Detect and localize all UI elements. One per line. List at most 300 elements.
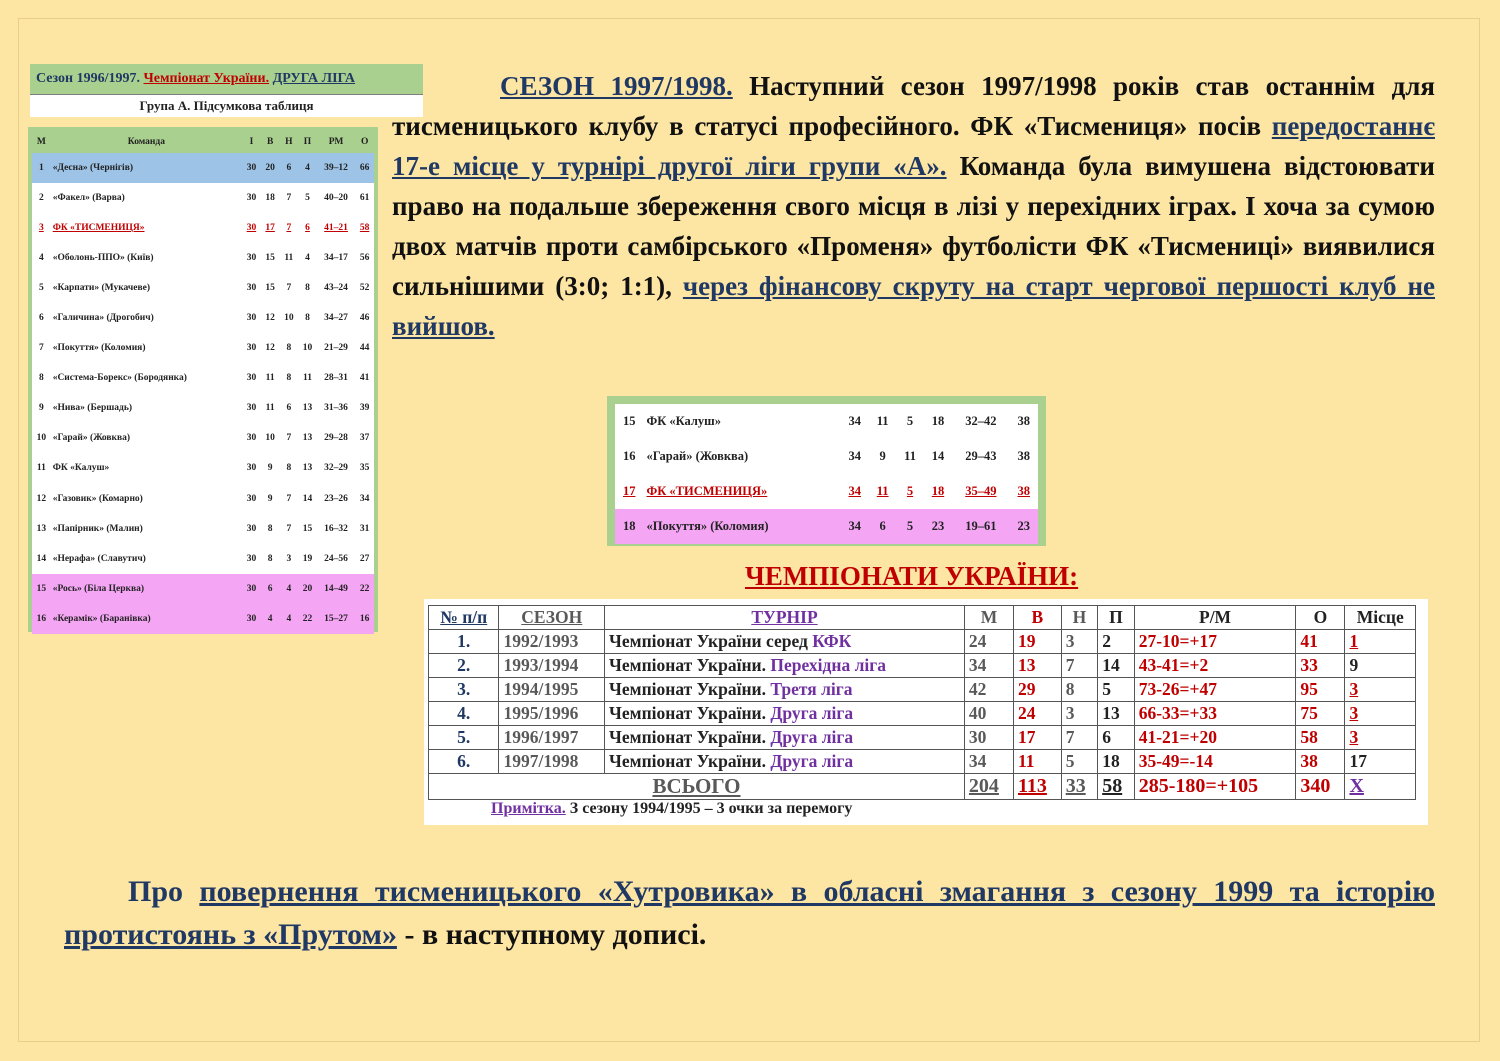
standings-cell: 4 — [261, 604, 280, 634]
standings-cell: ФК «Калуш» — [52, 463, 110, 474]
standings-cell: 37 — [359, 433, 370, 444]
tournament-cell — [605, 750, 965, 774]
standings-cell: 46 — [359, 313, 370, 324]
losses-cell: 14 — [1098, 654, 1135, 678]
points-cell: 41 — [1296, 630, 1345, 654]
wins-cell: 29 — [1014, 678, 1062, 702]
season-cell: 1996/1997 — [499, 726, 605, 750]
place-cell: 3 — [1345, 726, 1416, 750]
standings-cell: 4 — [298, 153, 317, 183]
matches-cell: 30 — [964, 726, 1013, 750]
standings-cell: 15 — [32, 574, 51, 604]
row-number: 1. — [429, 630, 499, 654]
standings-cell: 1 — [32, 153, 51, 183]
matches-cell: 34 — [964, 750, 1013, 774]
championships-heading: ЧЕМПІОНАТИ УКРАЇНИ: — [745, 561, 1079, 591]
excerpt-cell: «Гарай» (Жовква) — [646, 449, 749, 463]
champ-row — [429, 726, 1416, 750]
title-league: ДРУГА ЛІГА — [272, 71, 356, 86]
champ-row — [429, 654, 1416, 678]
standings-cell: 30 — [246, 373, 257, 384]
tournament-league: КФК — [812, 631, 852, 651]
standings-cell: 4 — [305, 253, 310, 264]
standings-cell: 2 — [38, 193, 44, 204]
draws-cell: 7 — [1061, 654, 1098, 678]
excerpt-cell: 11 — [876, 484, 889, 498]
wins-cell: 13 — [1014, 654, 1062, 678]
champ-row — [429, 630, 1416, 654]
standings-cell: 20 — [298, 574, 317, 604]
standings-cell: «Газовик» (Комарно) — [52, 493, 143, 504]
standings-cell: 44 — [359, 343, 370, 354]
goals-cell: 27-10=+17 — [1134, 630, 1296, 654]
standings-cell: 9 — [267, 463, 273, 474]
excerpt-cell: 29–43 — [965, 449, 997, 463]
excerpt-cell: 38 — [1017, 414, 1030, 428]
place-cell: 3 — [1345, 702, 1416, 726]
standings-cell: 9 — [38, 403, 44, 414]
tournament-league: Перехідна ліга — [770, 655, 886, 675]
standings-cell: 30 — [246, 493, 257, 504]
standings-cell: «Рось» (Біла Церква) — [51, 574, 242, 604]
standings-cell: «Галичина» (Дрогобич) — [52, 313, 154, 324]
championships-table-image — [424, 599, 1428, 825]
standings-header-cell: РМ — [317, 131, 355, 153]
standings-cell: 4 — [38, 253, 44, 264]
excerpt-cell: 5 — [906, 484, 914, 498]
matches-cell: 42 — [964, 678, 1013, 702]
standings-cell: 30 — [246, 553, 257, 564]
goals-cell: 41-21=+20 — [1134, 726, 1296, 750]
total-m: 204 — [964, 774, 1013, 800]
standings-1996-header — [30, 64, 423, 116]
standings-cell: 43–24 — [324, 283, 348, 294]
standings-cell: 3 — [286, 553, 292, 564]
bottom-start: Про — [128, 875, 200, 908]
excerpt-cell: ФК «Калуш» — [646, 414, 721, 428]
standings-cell: 7 — [286, 193, 292, 204]
standings-cell: 6 — [38, 313, 44, 324]
standings-cell: 40–20 — [324, 193, 348, 204]
standings-cell: 13 — [302, 403, 313, 414]
wins-cell: 11 — [1014, 750, 1062, 774]
standings-row — [32, 363, 374, 393]
table-note — [491, 800, 852, 818]
standings-cell: 30 — [242, 604, 261, 634]
champ-header-cell: СЕЗОН — [499, 606, 605, 630]
champ-header-cell: № п/п — [429, 606, 499, 630]
standings-cell: 16 — [32, 604, 51, 634]
excerpt-cell: 35–49 — [965, 484, 997, 498]
excerpt-cell: 34 — [848, 449, 861, 463]
standings-cell: 15–27 — [317, 604, 355, 634]
standings-cell: 4 — [279, 604, 298, 634]
standings-header-cell: О — [355, 131, 374, 153]
excerpt-cell: 34 — [848, 484, 861, 498]
standings-cell: 10 — [302, 343, 313, 354]
excerpt-cell: 32–42 — [965, 414, 997, 428]
standings-cell: «Гарай» (Жовква) — [52, 433, 131, 444]
champ-header-cell: М — [964, 606, 1013, 630]
excerpt-row — [615, 439, 1038, 474]
losses-cell: 6 — [1098, 726, 1135, 750]
tournament-prefix: Чемпіонат України серед — [609, 631, 813, 651]
standings-cell: 8 — [286, 373, 292, 384]
total-row — [429, 774, 1416, 800]
standings-cell: 5 — [38, 283, 44, 294]
standings-cell: 30 — [246, 253, 257, 264]
standings-row — [32, 153, 374, 183]
standings-cell: 30 — [246, 463, 257, 474]
standings-cell: «Нерафа» (Славутич) — [52, 553, 146, 564]
standings-1996-title — [30, 64, 423, 95]
standings-cell: 28–31 — [324, 373, 348, 384]
standings-cell: 3 — [38, 223, 44, 234]
excerpt-cell: 18 — [615, 509, 643, 544]
khutrovyk-history-link[interactable]: повернення тисменицького «Хутровика» в обласні змагання з сезону 1999 та історію протистоянь з «Прутом» — [64, 875, 1435, 951]
wins-cell: 19 — [1014, 630, 1062, 654]
row-number: 4. — [429, 702, 499, 726]
standings-cell: 8 — [267, 523, 273, 534]
standings-cell: 11 — [265, 373, 275, 384]
excerpt-cell: 34 — [848, 414, 861, 428]
standings-cell: 15 — [302, 523, 313, 534]
title-championship: Чемпіонат України. — [143, 71, 270, 86]
standings-cell: 30 — [246, 343, 257, 354]
excerpt-cell: 38 — [1017, 484, 1030, 498]
standings-cell: 8 — [305, 313, 310, 324]
season-cell: 1993/1994 — [499, 654, 605, 678]
tournament-league: Друга ліга — [770, 751, 854, 771]
standings-row — [32, 393, 374, 423]
standings-cell: 17 — [265, 223, 275, 234]
excerpt-cell: 23 — [1010, 509, 1039, 544]
standings-cell: «Керамік» (Баранівка) — [51, 604, 242, 634]
standings-cell: 32–29 — [324, 463, 348, 474]
standings-cell: 11 — [36, 463, 46, 474]
standings-cell: 11 — [284, 253, 294, 264]
standings-cell: 31–36 — [324, 403, 348, 414]
standings-cell: 41–21 — [324, 223, 348, 234]
losses-cell: 2 — [1098, 630, 1135, 654]
standings-1996-subtitle: Група А. Підсумкова таблиця — [30, 95, 423, 117]
excerpt-row — [615, 509, 1038, 544]
standings-cell: 34–27 — [324, 313, 348, 324]
standings-cell: 56 — [359, 253, 370, 264]
standings-cell: 30 — [246, 223, 257, 234]
champ-row — [429, 750, 1416, 774]
standings-cell: 14–49 — [317, 574, 355, 604]
standings-cell: 10 — [36, 433, 47, 444]
tournament-cell — [605, 678, 965, 702]
financial-crisis-link[interactable]: через фінансову скруту на старт чергової першості клуб не вийшов. — [392, 271, 1436, 341]
excerpt-cell: 14 — [931, 449, 945, 463]
standings-cell: 8 — [267, 553, 273, 564]
total-label: ВСЬОГО — [429, 774, 965, 800]
tournament-cell — [605, 726, 965, 750]
standings-row — [32, 243, 374, 273]
standings-row — [32, 514, 374, 544]
standings-cell: 13 — [302, 433, 313, 444]
champ-header-cell: Н — [1061, 606, 1098, 630]
matches-cell: 24 — [964, 630, 1013, 654]
tournament-prefix: Чемпіонат України. — [609, 727, 771, 747]
standings-cell: 6 — [261, 574, 280, 604]
standings-cell: 29–28 — [324, 433, 348, 444]
standings-cell: 30 — [242, 153, 261, 183]
standings-cell: «Оболонь-ППО» (Київ) — [52, 253, 154, 264]
total-rm: 285-180=+105 — [1134, 774, 1296, 800]
tournament-league: Третя ліга — [770, 679, 853, 699]
standings-cell: 11 — [265, 403, 275, 414]
standings-cell: 15 — [265, 283, 275, 294]
champ-header-cell: В — [1014, 606, 1062, 630]
standings-row — [32, 303, 374, 333]
standings-cell: 12 — [265, 313, 275, 324]
standings-cell: 34 — [359, 493, 370, 504]
champ-row — [429, 678, 1416, 702]
total-n: 33 — [1061, 774, 1098, 800]
standings-cell: «Карпати» (Мукачеве) — [52, 283, 151, 294]
tournament-prefix: Чемпіонат України. — [609, 655, 771, 675]
standings-cell: 6 — [305, 223, 310, 234]
season-1997-paragraph — [392, 66, 1435, 346]
excerpt-cell: 16 — [622, 449, 636, 463]
note-label: Примітка. — [491, 800, 566, 817]
standings-row — [32, 333, 374, 363]
season-cell: 1995/1996 — [499, 702, 605, 726]
standings-cell: 8 — [286, 463, 292, 474]
excerpt-cell: 38 — [1017, 449, 1030, 463]
excerpt-cell: 17 — [622, 484, 636, 498]
excerpt-cell: 18 — [931, 484, 945, 498]
standings-cell: 30 — [246, 193, 257, 204]
excerpt-cell: ФК «ТИСМЕНИЦЯ» — [646, 484, 768, 498]
standings-header-cell: М — [32, 131, 51, 153]
standings-header-cell: В — [261, 131, 280, 153]
goals-cell: 73-26=+47 — [1134, 678, 1296, 702]
standings-cell: 13 — [36, 523, 47, 534]
standings-cell: 21–29 — [324, 343, 348, 354]
title-season: Сезон 1996/1997. — [36, 71, 140, 86]
standings-row — [32, 604, 374, 634]
standings-cell: 39 — [359, 403, 370, 414]
tournament-cell — [605, 654, 965, 678]
standings-cell: 30 — [242, 574, 261, 604]
tournament-cell — [605, 630, 965, 654]
standings-cell: 7 — [286, 283, 292, 294]
standings-cell: 22 — [355, 574, 374, 604]
excerpt-cell: 34 — [841, 509, 869, 544]
standings-cell: 8 — [38, 373, 44, 384]
standings-cell: 18 — [265, 193, 275, 204]
standings-cell: 58 — [359, 223, 370, 234]
draws-cell: 8 — [1061, 678, 1098, 702]
standings-cell: ФК «ТИСМЕНИЦЯ» — [52, 223, 145, 234]
standings-cell: 34–17 — [324, 253, 348, 264]
wins-cell: 17 — [1014, 726, 1062, 750]
standings-row — [32, 544, 374, 574]
standings-cell: 12 — [265, 343, 275, 354]
champ-header-cell: Місце — [1345, 606, 1416, 630]
standings-cell: 35 — [359, 463, 370, 474]
standings-row — [32, 423, 374, 453]
tournament-prefix: Чемпіонат України. — [609, 679, 771, 699]
standings-cell: 7 — [286, 433, 292, 444]
standings-header-cell: Н — [279, 131, 298, 153]
standings-cell: 12 — [36, 493, 47, 504]
standings-header-cell: Команда — [51, 131, 242, 153]
row-number: 6. — [429, 750, 499, 774]
tournament-prefix: Чемпіонат України. — [609, 751, 771, 771]
draws-cell: 3 — [1061, 630, 1098, 654]
standings-cell: 39–12 — [317, 153, 355, 183]
standings-row — [32, 453, 374, 483]
championships-table — [428, 605, 1416, 800]
excerpt-cell: 9 — [879, 449, 886, 463]
row-number: 5. — [429, 726, 499, 750]
excerpt-cell: 19–61 — [952, 509, 1009, 544]
goals-cell: 43-41=+2 — [1134, 654, 1296, 678]
standings-cell: 24–56 — [324, 553, 348, 564]
excerpt-cell: 5 — [896, 509, 923, 544]
draws-cell: 3 — [1061, 702, 1098, 726]
place-cell: 9 — [1345, 654, 1416, 678]
standings-row — [32, 273, 374, 303]
standings-cell: 41 — [359, 373, 370, 384]
standings-header-cell: П — [298, 131, 317, 153]
wins-cell: 24 — [1014, 702, 1062, 726]
standings-cell: 8 — [305, 283, 310, 294]
total-o: 340 — [1296, 774, 1345, 800]
standings-cell: 5 — [305, 193, 310, 204]
standings-row — [32, 213, 374, 243]
total-v: 113 — [1014, 774, 1062, 800]
matches-cell: 34 — [964, 654, 1013, 678]
draws-cell: 5 — [1061, 750, 1098, 774]
points-cell: 75 — [1296, 702, 1345, 726]
standings-1996-table-image — [28, 127, 378, 632]
standings-cell: 7 — [38, 343, 44, 354]
place-cell: 17 — [1345, 750, 1416, 774]
standings-cell: 9 — [267, 493, 273, 504]
place-17-link[interactable]: передостаннє 17-е місце у турнірі другої ліги групи «А». — [392, 111, 1435, 181]
standings-cell: 23–26 — [324, 493, 348, 504]
points-cell: 38 — [1296, 750, 1345, 774]
goals-cell: 66-33=+33 — [1134, 702, 1296, 726]
standings-cell: 15 — [265, 253, 275, 264]
standings-cell: 7 — [286, 493, 292, 504]
standings-cell: 13 — [302, 463, 313, 474]
standings-cell: 7 — [286, 223, 292, 234]
excerpt-cell: 18 — [931, 414, 945, 428]
losses-cell: 5 — [1098, 678, 1135, 702]
points-cell: 95 — [1296, 678, 1345, 702]
paragraph-text-2: Команда була вимушена відстоювати право на подальше збереження свого місця в лізі у перехідних іграх. І хоча за сумою двох матчів проти самбірського «Променя» футболісти ФК «Тисмениці» виявилися сильнішими (3:0; 1:1), — [392, 151, 1435, 301]
standings-cell: 30 — [246, 523, 257, 534]
standings-cell: «Система-Борекс» (Бородянка) — [52, 373, 187, 384]
tournament-league: Друга ліга — [770, 703, 854, 723]
standings-cell: «Покуття» (Коломия) — [52, 343, 146, 354]
paragraph-text-1: Наступний сезон 1997/1998 років став останнім для тисменицького клубу в статусі професійного. ФК «Тисмениця» посів — [392, 71, 1435, 141]
champ-header-cell: П — [1098, 606, 1135, 630]
standings-cell: 30 — [246, 313, 257, 324]
tournament-prefix: Чемпіонат України. — [609, 703, 771, 723]
note-text: З сезону 1994/1995 – 3 очки за перемогу — [565, 800, 853, 817]
standings-cell: 19 — [302, 553, 313, 564]
standings-row — [32, 574, 374, 604]
matches-cell: 40 — [964, 702, 1013, 726]
season-heading-link[interactable]: СЕЗОН 1997/1998. — [500, 71, 733, 101]
standings-cell: 20 — [261, 153, 280, 183]
standings-cell: 14 — [36, 553, 47, 564]
place-cell: 1 — [1345, 630, 1416, 654]
standings-cell: 16–32 — [324, 523, 348, 534]
standings-header-cell: І — [242, 131, 261, 153]
standings-cell: 66 — [355, 153, 374, 183]
goals-cell: 35-49=-14 — [1134, 750, 1296, 774]
standings-cell: 30 — [246, 283, 257, 294]
standings-cell: «Десна» (Чернігів) — [51, 153, 242, 183]
excerpt-row — [615, 404, 1038, 439]
standings-cell: 10 — [284, 313, 294, 324]
standings-cell: 4 — [279, 574, 298, 604]
row-number: 3. — [429, 678, 499, 702]
tournament-league: Друга ліга — [770, 727, 854, 747]
draws-cell: 7 — [1061, 726, 1098, 750]
next-post-paragraph — [64, 870, 1435, 956]
champ-header-cell: ТУРНІР — [605, 606, 965, 630]
standings-1997-excerpt — [615, 404, 1038, 544]
standings-cell: 27 — [359, 553, 370, 564]
standings-cell: 30 — [246, 403, 257, 414]
standings-row — [32, 183, 374, 213]
excerpt-cell: 11 — [876, 414, 889, 428]
excerpt-cell: 11 — [904, 449, 916, 463]
place-cell: 3 — [1345, 678, 1416, 702]
standings-cell: 16 — [355, 604, 374, 634]
row-number: 2. — [429, 654, 499, 678]
excerpt-cell: «Покуття» (Коломия) — [643, 509, 840, 544]
excerpt-cell: 15 — [622, 414, 636, 428]
standings-cell: 30 — [246, 433, 257, 444]
losses-cell: 13 — [1098, 702, 1135, 726]
tournament-cell — [605, 702, 965, 726]
excerpt-cell: 6 — [869, 509, 896, 544]
season-cell: 1997/1998 — [499, 750, 605, 774]
standings-cell: 8 — [286, 343, 292, 354]
season-cell: 1992/1993 — [499, 630, 605, 654]
losses-cell: 18 — [1098, 750, 1135, 774]
excerpt-cell: 5 — [906, 414, 914, 428]
total-place: X — [1345, 774, 1416, 800]
standings-1996-table — [32, 131, 374, 634]
standings-cell: 52 — [359, 283, 370, 294]
standings-cell: 11 — [303, 373, 312, 384]
standings-cell: 22 — [298, 604, 317, 634]
standings-cell: «Папірник» (Малин) — [52, 523, 143, 534]
points-cell: 33 — [1296, 654, 1345, 678]
bottom-end: - в наступному дописі. — [396, 918, 707, 951]
standings-row — [32, 484, 374, 514]
standings-cell: 6 — [286, 403, 292, 414]
champ-row — [429, 702, 1416, 726]
standings-cell: 6 — [279, 153, 298, 183]
standings-cell: 14 — [302, 493, 313, 504]
excerpt-cell: 23 — [924, 509, 952, 544]
champ-header-cell: Р/М — [1134, 606, 1296, 630]
points-cell: 58 — [1296, 726, 1345, 750]
